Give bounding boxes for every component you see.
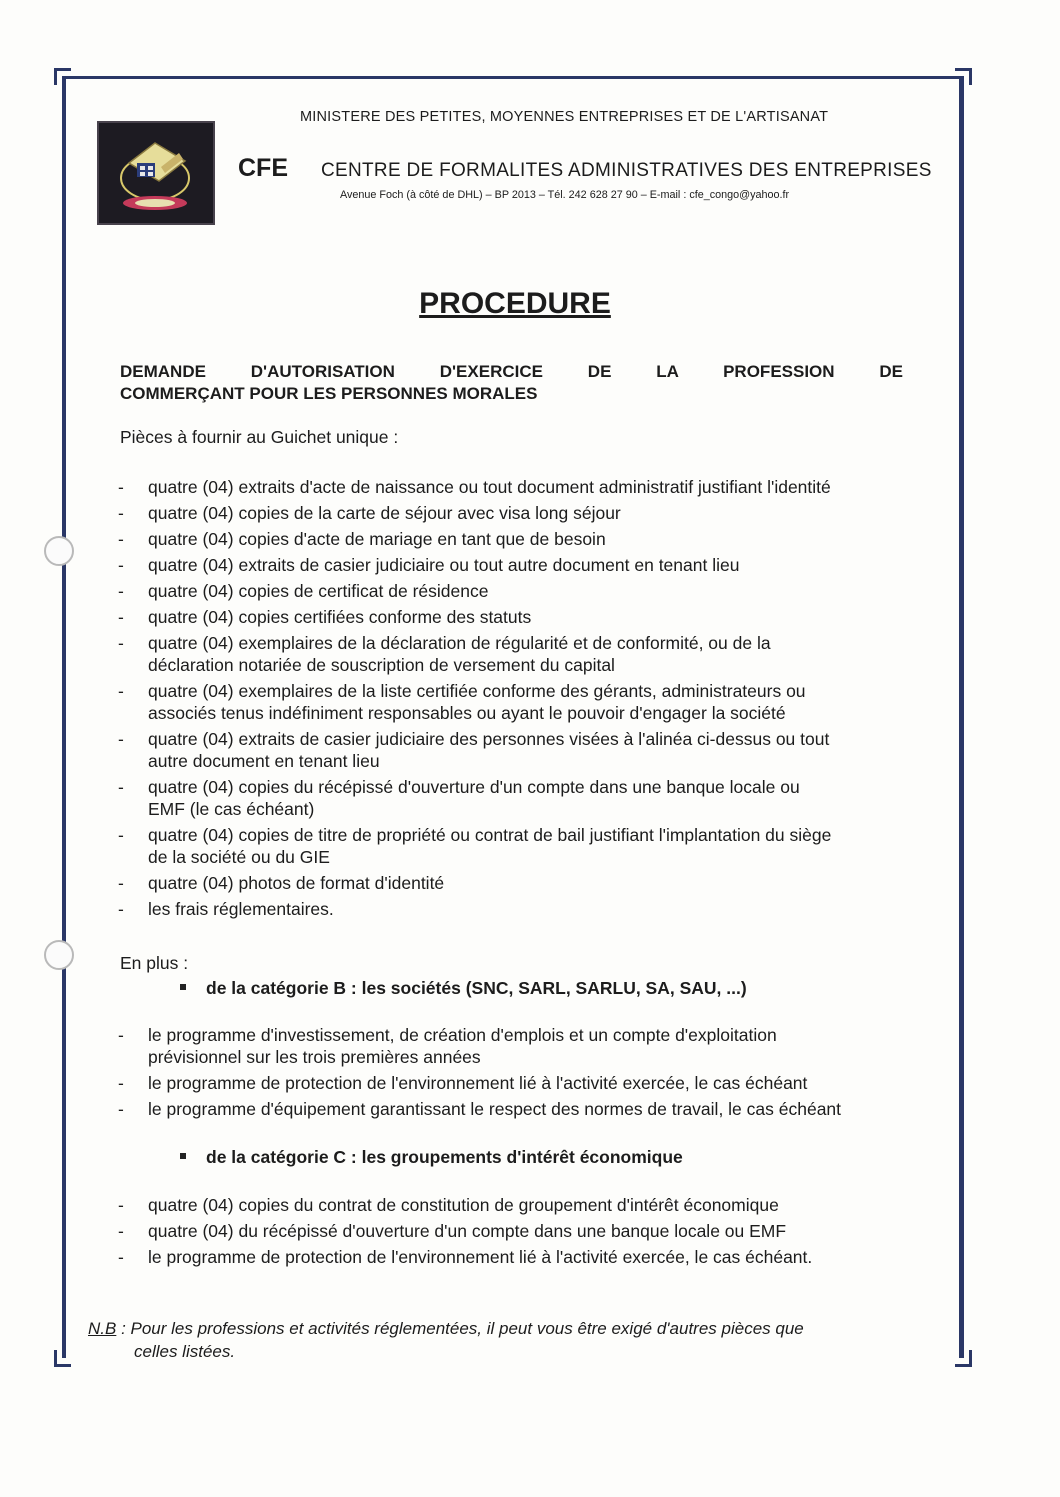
category-c-list	[0, 1194, 948, 1272]
cfe-logo-icon	[97, 121, 215, 225]
section-heading-line2: COMMERÇANT POUR LES PERSONNES MORALES	[120, 384, 538, 403]
org-address: Avenue Foch (à côté de DHL) – BP 2013 – Tél. 242 628 27 90 – E-mail : cfe_congo@yahoo.fr	[340, 189, 790, 201]
list-item	[0, 476, 948, 498]
dash-bullet: -	[118, 873, 124, 893]
border-corner	[54, 68, 71, 85]
list-item-text: quatre (04) exemplaires de la déclaration de régularité et de conformité, ou de la	[148, 633, 771, 653]
list-item	[0, 872, 948, 894]
category-c-heading	[180, 1147, 683, 1168]
org-full-name: CENTRE DE FORMALITES ADMINISTRATIVES DES ENTREPRISES	[321, 160, 932, 181]
list-item	[0, 824, 948, 868]
list-item-text: le programme d'investissement, de création d'emplois et un compte d'exploitation	[148, 1025, 777, 1045]
list-item-text: prévisionnel sur les trois premières années	[148, 1047, 481, 1067]
list-item	[0, 728, 948, 772]
list-item-text: quatre (04) copies d'acte de mariage en tant que de besoin	[148, 529, 606, 549]
intro-text: Pièces à fournir au Guichet unique :	[120, 427, 399, 447]
list-item	[0, 1024, 948, 1068]
category-b-list	[0, 1024, 948, 1124]
dash-bullet: -	[118, 681, 124, 701]
dash-bullet: -	[118, 503, 124, 523]
list-item-text: quatre (04) copies du récépissé d'ouverture d'un compte dans une banque locale ou	[148, 777, 800, 797]
list-item	[0, 1220, 948, 1242]
dash-bullet: -	[118, 555, 124, 575]
list-item	[0, 1098, 948, 1120]
list-item	[0, 632, 948, 676]
dash-bullet: -	[118, 729, 124, 749]
category-b-heading	[180, 978, 747, 999]
list-item-text: quatre (04) copies du contrat de constitution de groupement d'intérêt économique	[148, 1195, 779, 1215]
list-item-text: quatre (04) copies certifiées conforme des statuts	[148, 607, 532, 627]
border-corner	[955, 68, 972, 85]
list-item	[0, 606, 948, 628]
border-corner	[54, 1350, 71, 1367]
page-title: PROCEDURE	[419, 287, 611, 320]
list-item-text: autre document en tenant lieu	[148, 751, 380, 771]
list-item-text: quatre (04) copies de titre de propriété ou contrat de bail justifiant l'implantation du siège	[148, 825, 832, 845]
bullet-icon	[180, 984, 186, 990]
list-item	[0, 502, 948, 524]
dash-bullet: -	[118, 777, 124, 797]
list-item	[0, 1072, 948, 1094]
list-item-text: EMF (le cas échéant)	[148, 799, 315, 819]
list-item-text: quatre (04) copies de certificat de résidence	[148, 581, 489, 601]
list-item	[0, 1246, 948, 1268]
dash-bullet: -	[118, 1025, 124, 1045]
dash-bullet: -	[118, 529, 124, 549]
dash-bullet: -	[118, 899, 124, 919]
list-item-text: déclaration notariée de souscription de versement du capital	[148, 655, 615, 675]
note-label: N.B	[88, 1319, 117, 1338]
category-b-label: de la catégorie B : les sociétés (SNC, SARL, SARLU, SA, SAU, ...)	[206, 978, 747, 998]
list-item	[0, 580, 948, 602]
dash-bullet: -	[118, 1195, 124, 1215]
dash-bullet: -	[118, 1073, 124, 1093]
list-item-text: de la société ou du GIE	[148, 847, 330, 867]
list-item	[0, 528, 948, 550]
list-item-text: quatre (04) extraits d'acte de naissance ou tout document administratif justifiant l'identité	[148, 477, 831, 497]
list-item-text: quatre (04) photos de format d'identité	[148, 873, 445, 893]
list-item	[0, 776, 948, 820]
list-item	[0, 898, 948, 920]
org-abbreviation: CFE	[238, 154, 288, 182]
dash-bullet: -	[118, 825, 124, 845]
en-plus-label: En plus :	[120, 953, 189, 973]
note-text: : Pour les professions et activités réglementées, il peut vous être exigé d'autres pièces que	[116, 1319, 804, 1338]
list-item-text: quatre (04) exemplaires de la liste certifiée conforme des gérants, administrateurs ou	[148, 681, 806, 701]
required-documents-list	[0, 476, 948, 924]
ministry-name: MINISTERE DES PETITES, MOYENNES ENTREPRISES ET DE L'ARTISANAT	[300, 109, 829, 125]
list-item-text: quatre (04) copies de la carte de séjour avec visa long séjour	[148, 503, 621, 523]
list-item-text: quatre (04) extraits de casier judiciaire des personnes visées à l'alinéa ci-dessus ou tout	[148, 729, 830, 749]
dash-bullet: -	[118, 1247, 124, 1267]
dash-bullet: -	[118, 633, 124, 653]
dash-bullet: -	[118, 581, 124, 601]
section-heading: DEMANDE D'AUTORISATION D'EXERCICE DE LA PROFESSION DE	[120, 362, 903, 381]
dash-bullet: -	[118, 477, 124, 497]
list-item-text: le programme de protection de l'environnement lié à l'activité exercée, le cas échéant	[148, 1073, 808, 1093]
note-text-line2: celles listées.	[134, 1342, 236, 1361]
note	[88, 1317, 948, 1363]
list-item-text: le programme d'équipement garantissant le respect des normes de travail, le cas échéant	[148, 1099, 842, 1119]
dash-bullet: -	[118, 1221, 124, 1241]
list-item	[0, 680, 948, 724]
list-item-text: les frais réglementaires.	[148, 899, 334, 919]
list-item-text: le programme de protection de l'environnement lié à l'activité exercée, le cas échéant.	[148, 1247, 813, 1267]
dash-bullet: -	[118, 607, 124, 627]
dash-bullet: -	[118, 1099, 124, 1119]
category-c-label: de la catégorie C : les groupements d'intérêt économique	[206, 1147, 683, 1167]
list-item-text: quatre (04) extraits de casier judiciaire ou tout autre document en tenant lieu	[148, 555, 740, 575]
list-item	[0, 1194, 948, 1216]
border-corner	[955, 1350, 972, 1367]
list-item-text: associés tenus indéfiniment responsables ou ayant le pouvoir d'engager la société	[148, 703, 786, 723]
bullet-icon	[180, 1153, 186, 1159]
punch-hole	[44, 940, 74, 970]
list-item	[0, 554, 948, 576]
list-item-text: quatre (04) du récépissé d'ouverture d'un compte dans une banque locale ou EMF	[148, 1221, 787, 1241]
